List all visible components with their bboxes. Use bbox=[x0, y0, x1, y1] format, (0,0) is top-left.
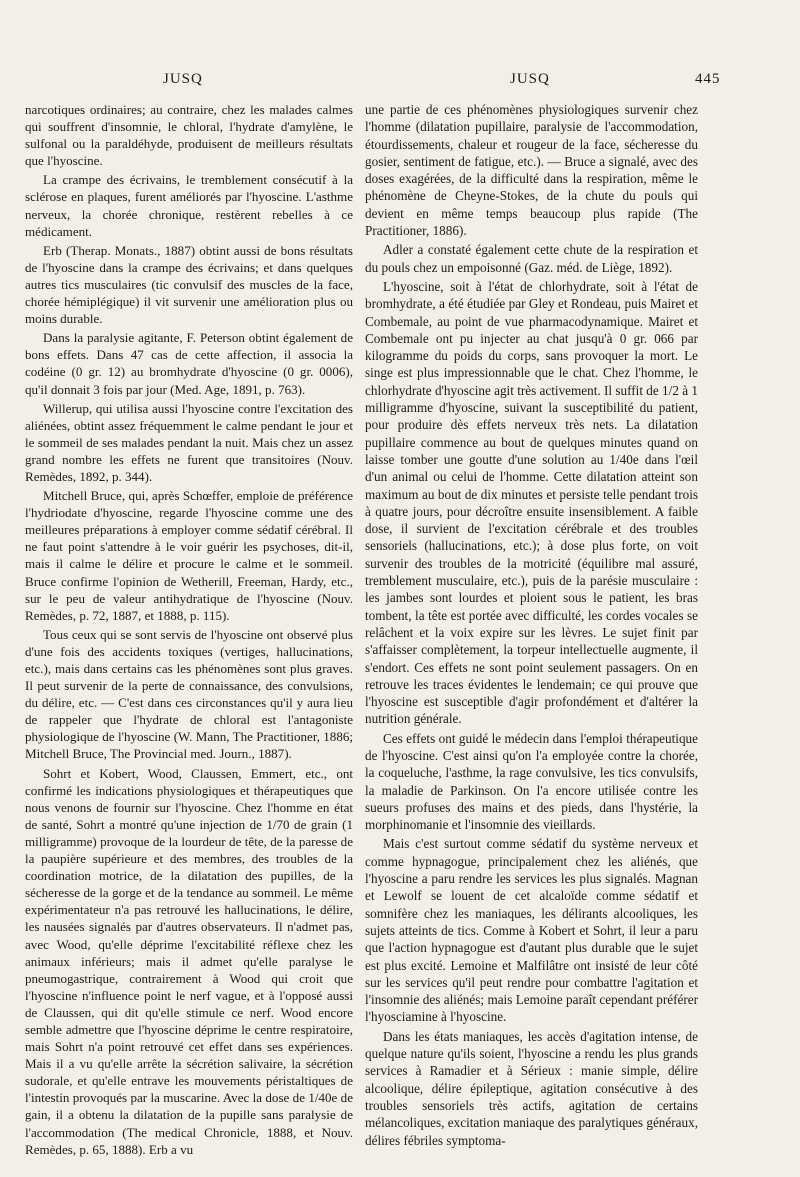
paragraph: Mais c'est surtout comme sédatif du système nerveux et comme hypnagogue, principalement chez les aliénés, que l'hyoscine a paru rendre les services les plus signalés. Magnan et Lewolf se louent de cet alcaloïde comme sédatif et somnifère chez les maniaques, les délirants alcooliques, les sujets atteints de tics. Comme à Kobert et Sohrt, il leur a paru que l'action hypnagogue est d'autant plus durable que le sujet est plus excité. Lemoine et Malfilâtre ont insisté de leur côté sur les services qu'il peut rendre pour combattre l'agitation et l'insomnie des aliénés; mais Lemoine paraît cependant préférer l'hyosciamine à l'hyoscine. bbox=[365, 836, 698, 1025]
paragraph: Adler a constaté également cette chute de la respiration et du pouls chez un empoisonné (Gaz. méd. de Liège, 1892). bbox=[365, 242, 698, 275]
paragraph: Sohrt et Kobert, Wood, Claussen, Emmert, etc., ont confirmé les indications physiologiques et thérapeutiques que nous venons de fournir sur l'hyoscine. Chez l'homme en état de santé, Sohrt a montré qu'une injection de 1/70 de grain (1 milligramme) provoque de la lourdeur de tête, de la paresse de la paupière supérieure et des membres, des troubles de la coordination motrice, de la dilatation des pupilles, de la sécheresse de la gorge et de la tendance au sommeil. Le même expérimentateur n'a pas retrouvé les hallucinations, le délire, les nausées signalés par d'autres observateurs. Il n'admet pas, avec Wood, qu'elle déprime l'excitabilité réflexe chez les animaux inférieurs; mais il admet qu'elle paralyse le pneumogastrique, contrairement à Wood qui croit que l'hyoscine n'influence point le nerf vague, et à l'opposé aussi de Claussen, qui dit qu'elle stimule ce nerf. Wood encore semble admettre que l'hyoscine déprime le centre respiratoire, mais Sohrt n'a point retrouvé cet effet dans ses expériences. Mais il a vu qu'elle arrête la sécrétion salivaire, la sécrétion sudorale, et qu'elle entrave les mouvements péristaltiques de l'intestin provoqués par la muscarine. Avec la dose de 1/40e de gain, il a obtenu la dilatation de la pupille sans paralysie de l'accommodation (The medical Chronicle, 1888, et Nouv. Remèdes, p. 65, 1888). Erb a vu bbox=[25, 765, 353, 1157]
paragraph: La crampe des écrivains, le tremblement consécutif à la sclérose en plaques, furent améliorés par l'hyoscine. L'asthme nerveux, la chorée chronique, restèrent rebelles à ce médicament. bbox=[25, 172, 353, 239]
left-column bbox=[25, 101, 353, 1158]
paragraph: Dans la paralysie agitante, F. Peterson obtint également de bons effets. Dans 47 cas de cette affection, il associa la codéine (0 gr. 12) au bromhydrate d'hyoscine (0 gr. 0006), qu'il donnait 3 fois par jour (Med. Age, 1891, p. 763). bbox=[25, 330, 353, 397]
paragraph: Mitchell Bruce, qui, après Schœffer, emploie de préférence l'hydriodate d'hyoscine, regarde l'hyoscine comme une des meilleures préparations à employer comme sédatif cérébral. Il ne faut point s'attendre à le voir guérir les psychoses, dit-il, mais il calme le délire et procure le calme et le sommeil. Bruce confirme l'opinion de Wetherill, Freeman, Hardy, etc., sur le peu de valeur antihydratique de l'hyoscine (Nouv. Remèdes, p. 72, 1887, et 1888, p. 115). bbox=[25, 488, 353, 623]
running-header bbox=[0, 71, 800, 95]
paragraph: Erb (Therap. Monats., 1887) obtint aussi de bons résultats de l'hyoscine dans la crampe des écrivains; et dans quelques autres tics musculaires (tic convulsif des muscles de la face, chorée hémiplégique) il vit survenir une amélioration plus ou moins durable. bbox=[25, 242, 353, 327]
paragraph: Ces effets ont guidé le médecin dans l'emploi thérapeutique de l'hyoscine. C'est ainsi qu'on l'a employée contre la chorée, la coqueluche, l'asthme, la rage convulsive, les tics convulsifs, la maladie de Parkinson. On l'a encore utilisée contre les sueurs profuses des mains et des pieds, dans l'hystérie, la morphinomanie et l'insomnie des vieillards. bbox=[365, 730, 698, 833]
page-number: 445 bbox=[695, 71, 721, 87]
right-running-head: JUSQ bbox=[510, 71, 550, 87]
right-column bbox=[365, 101, 698, 1149]
paragraph: L'hyoscine, soit à l'état de chlorhydrate, soit à l'état de bromhydrate, a été étudiée par Gley et Rondeau, puis Mairet et Combemale, au point de vue pharmacodynamique. Mairet et Combemale ont pu injecter au chat jusqu'à 0 gr. 066 par kilogramme du poids du corps, sans provoquer la mort. Le singe est plus impressionnable que le chat. Chez l'homme, le chlorhydrate d'hyoscine agit très activement. Il suffit de 1/2 à 1 milligramme d'hyoscine, suivant la susceptibilité du patient, pour produire dès effets nerveux très nets. La dilatation pupillaire commence au bout de quelques minutes quand on laisse tomber une goutte d'une solution au 1/40e dans l'œil d'un animal ou celui de l'homme. Cette dilatation atteint son maximum au bout de dix minutes et persiste telle pendant trois à quatre jours, pour décroître ensuite insensiblement. A faible dose, il survient de l'excitation cérébrale et des troubles sensoriels (hallucinations, etc.); à dose plus forte, on voit survenir des troubles de la motricité (équilibre mal assuré, tremblement musculaire, etc.), puis de la parésie musculaire : les jambes sont lourdes et ploient sous le patient, les bras tombent, la tête est portée avec difficulté, les cordes vocales se relâchent et la voix expire sur les lèvres. Le sujet finit par s'affaisser complètement, la torpeur intellectuelle augmente, il s'endort. Ces effets ne sont point seulement passagers. On en retrouve les traces évidentes le lendemain; ce qui prouve que l'hyoscine est susceptible d'agir profondément et d'altérer la nutrition générale. bbox=[365, 278, 698, 727]
left-running-head: JUSQ bbox=[163, 71, 203, 87]
paragraph: Tous ceux qui se sont servis de l'hyoscine ont observé plus d'une fois des accidents toxiques (vertiges, hallucinations, etc.), mais dans certains cas les phénomènes sont plus graves. Il peut survenir de la perte de connaissance, des convulsions, du délire, etc. — C'est dans ces circonstances qu'il y aura lieu de rappeler que l'hydrate de chloral est l'antagoniste physiologique de l'hyoscine (W. Mann, The Practitioner, 1886; Mitchell Bruce, The Provincial med. Journ., 1887). bbox=[25, 626, 353, 762]
paragraph: narcotiques ordinaires; au contraire, chez les malades calmes qui souffrent d'insomnie, le chloral, l'hydrate d'amylène, le sulfonal ou la paraldéhyde, produisent de meilleurs résultats que l'hyoscine. bbox=[25, 102, 353, 169]
paragraph: Willerup, qui utilisa aussi l'hyoscine contre l'excitation des aliénées, obtint assez fréquemment le calme pendant le jour et le sommeil de ses malades pendant la nuit. Mais chez un assez grand nombre les effets ne furent que transitoires (Nouv. Remèdes, 1892, p. 344). bbox=[25, 400, 353, 484]
paragraph: Dans les états maniaques, les accès d'agitation intense, de quelque nature qu'ils soient, l'hyoscine a rendu les plus grands services à Ramadier et à Sérieux : manie simple, délire alcoolique, délire épileptique, agitation consécutive à des troubles sensoriels très actifs, agitation de certains mélancoliques, excitation maniaque des paralytiques généraux, délires fébriles symptoma- bbox=[365, 1028, 698, 1148]
paragraph: une partie de ces phénomènes physiologiques survenir chez l'homme (dilatation pupillaire, paralysie de l'accommodation, étourdissements, chaleur et rougeur de la face, sécheresse du gosier, sentiment de fatigue, etc.). — Bruce a signalé, avec des doses exagérées, de la difficulté dans la respiration, même le phénomène de Cheyne-Stokes, de la chute du pouls qui devient en même temps beaucoup plus rapide (The Practitioner, 1886). bbox=[365, 102, 698, 239]
